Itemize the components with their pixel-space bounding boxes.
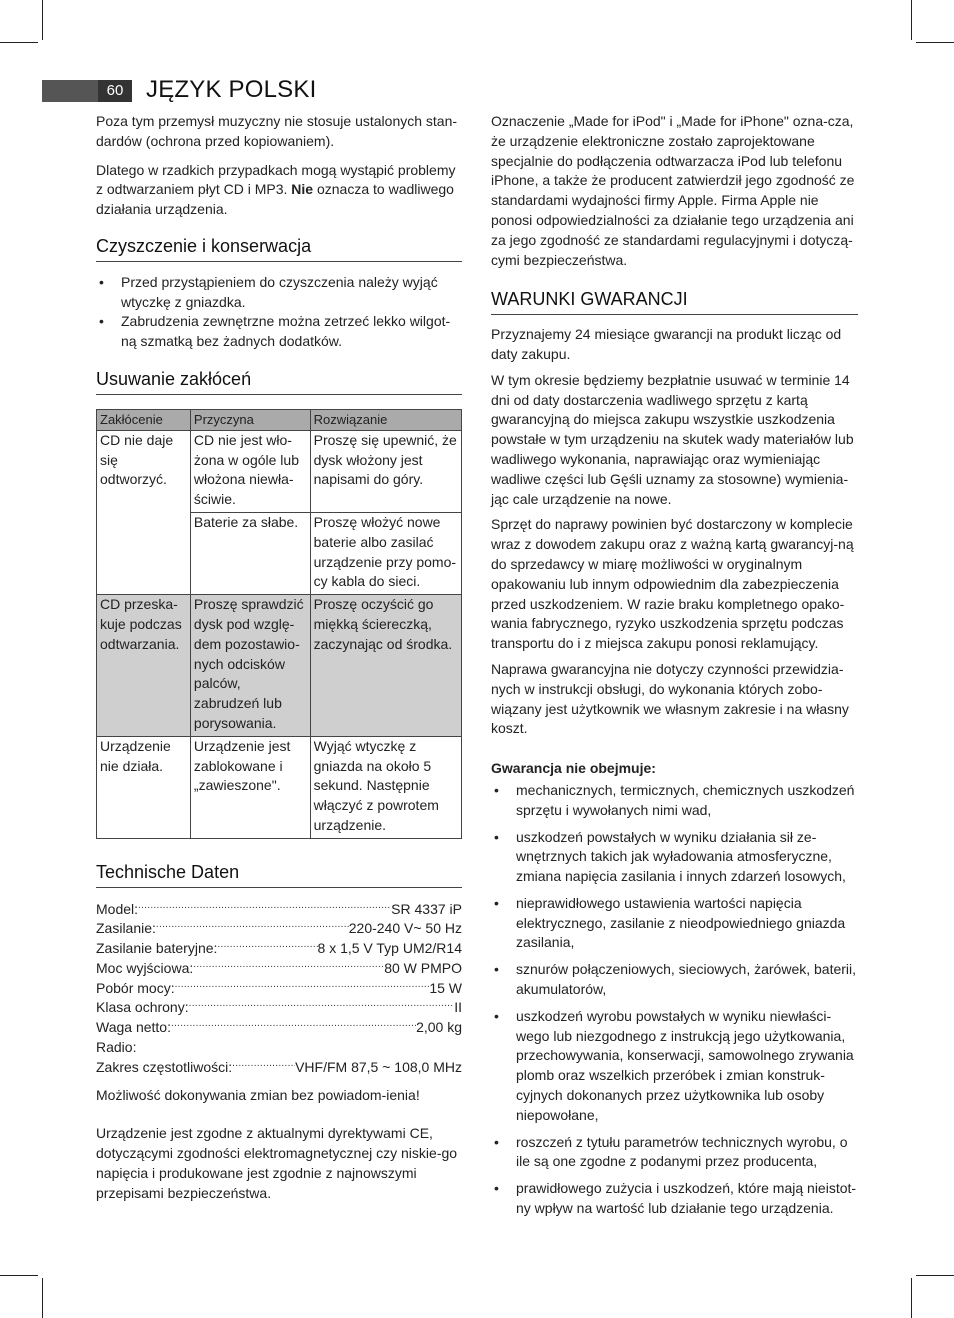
table-cell: Proszę włożyć nowe baterie albo zasilać urządzenie przy pomo-cy kabla do sieci. <box>310 512 461 594</box>
list-item: • sznurów połączeniowych, sieciowych, żarówek, baterii, akumulatorów, <box>491 960 858 1000</box>
table-cell: Urządzenie nie działa. <box>97 736 191 838</box>
crop-mark <box>0 42 38 43</box>
list-item: • prawidłowego zużycia i uszkodzeń, które mają nieistot-ny wpływ na wartość lub działanie tego urządzenia. <box>491 1179 858 1219</box>
intro-paragraph: Poza tym przemysł muzyczny nie stosuje ustalonych stan-dardów (ochrona przed kopiowaniem). <box>96 113 458 149</box>
troubleshooting-table <box>96 409 462 839</box>
spec-row: Klasa ochrony: ..... II <box>96 998 462 1018</box>
spec-row-radio: Radio: <box>96 1039 137 1056</box>
left-column <box>96 112 462 1213</box>
table-cell: Baterie za słabe. <box>190 512 310 594</box>
section-heading-warranty: WARUNKI GWARANCJI <box>491 290 858 315</box>
warranty-paragraph: Przyznajemy 24 miesiące gwarancji na produkt licząc od daty zakupu. <box>491 326 842 362</box>
warranty-paragraph: W tym okresie będziemy bezpłatnie usuwać w terminie 14 dni od daty dostarczenia wadliwego sprzętu z kartą gwarancyjną do miejsca zakupu wszystkie uszkodzenia powstałe w tym urządzeniu na skutek wady materiałów lub wadliwego wykonania, naprawiając oraz wymieniając wadliwe części lub Gęśli uznamy za stosowne) wymienia-jąc cale urządzenie na nowe. <box>491 371 854 507</box>
table-row <box>97 736 462 838</box>
table-cell: CD nie daje się odtworzyć. <box>97 430 191 594</box>
crop-mark <box>911 1278 912 1318</box>
spec-row: Zasilanie bateryjne: ..... 8 x 1,5 V Typ UM2/R14 <box>96 939 462 959</box>
exclusions-title: Gwarancja nie obejmuje: <box>491 760 656 777</box>
warranty-paragraph: Naprawa gwarancyjna nie dotyczy czynności przewidzia-nych w instrukcji obsługi, do wykonania których zobo-wiązany jest użytkownik we własnym zakresie i na własny koszt. <box>491 660 849 737</box>
ipod-notice: Oznaczenie „Made for iPod" i „Made for iPhone" ozna-cza, że urządzenie elektroniczne zostało zaprojektowane specjalnie do podłączenia odtwarzacza iPod lub telefonu iPhone, a także że producent zatwierdził jego zgodność ze standardami wydajności firmy Apple. Firma Apple nie ponosi odpowiedzialności za działanie tego urządzenia ani za jego zgodność ze standardami regulacyjnymi i dotyczą-cymi bezpieczeństwa. <box>491 113 855 268</box>
list-item: • mechanicznych, termicznych, chemicznych uszkodzeń sprzętu i wywołanych nimi wad, <box>491 781 858 821</box>
list-item: • nieprawidłowego ustawienia wartości napięcia elektrycznego, zasilanie z nieodpowiedniego gniazda zasilania, <box>491 894 858 953</box>
crop-mark <box>0 1275 38 1276</box>
table-row <box>97 430 462 512</box>
spec-list <box>96 900 462 1078</box>
section-heading-cleaning: Czyszczenie i konserwacja <box>96 237 462 262</box>
page-title: JĘZYK POLSKI <box>146 76 317 103</box>
section-heading-tech-data: Technische Daten <box>96 863 462 888</box>
spec-row: Pobór mocy: ..... 15 W <box>96 979 462 999</box>
crop-mark <box>916 42 954 43</box>
page-number: 60 <box>98 80 132 102</box>
table-cell: CD przeska-kuje podczas odtwarzania. <box>97 595 191 737</box>
spec-row: Model: ..... SR 4337 iP <box>96 900 462 920</box>
list-item: • uszkodzeń powstałych w wyniku działania sił ze-wnętrznych takich jak wyładowania atmosferyczne, zmiana napięcia zasilania i innych zdarzeń losowych, <box>491 828 858 887</box>
crop-mark <box>42 0 43 40</box>
header-bar <box>42 80 98 102</box>
exclusions-list <box>491 781 858 1219</box>
table-cell: Proszę się upewnić, że dysk włożony jest napisami do góry. <box>310 430 461 512</box>
section-heading-troubleshooting: Usuwanie zakłóceń <box>96 370 462 395</box>
table-cell: Wyjąć wtyczkę z gniazda na około 5 sekund. Następnie włączyć z powrotem urządzenie. <box>310 736 461 838</box>
crop-mark <box>916 1275 954 1276</box>
list-item: • Zabrudzenia zewnętrzne można zetrzeć lekko wilgot-ną szmatką bez żadnych dodatków. <box>96 312 462 352</box>
list-item: • uszkodzeń wyrobu powstałych w wyniku niewłaści-wego lub niezgodnego z instrukcją jego użytkowania, przechowywania, konserwacji, samowolnego zrywania plomb oraz wszelkich przeróbek i zmian konstruk-cyjnych dokonanych przez użytkownika lub osoby niepowołane, <box>491 1007 858 1126</box>
ce-notice: Urządzenie jest zgodne z aktualnymi dyrektywami CE, dotyczącymi zgodności elektromagnetycznej czy niskie-go napięcia i produkowane jest zgodnie z najnowszymi przepisami bezpieczeństwa. <box>96 1125 458 1201</box>
table-cell: CD nie jest wło-żona w ogóle lub włożona niewła-ściwie. <box>190 430 310 512</box>
spec-row: Moc wyjściowa: ..... 80 W PMPO <box>96 959 462 979</box>
list-item: • roszczeń z tytułu parametrów technicznych wyrobu, o ile są one zgodne z podanymi przez producenta, <box>491 1133 858 1173</box>
crop-mark <box>911 0 912 40</box>
spec-row: Zasilanie: ..... 220-240 V~ 50 Hz <box>96 919 462 939</box>
table-cell: Proszę sprawdzić dysk pod wzglę-dem pozostawio-nych odcisków palców, zabrudzeń lub porysowania. <box>190 595 310 737</box>
right-column <box>491 112 858 1219</box>
table-cell: Urządzenie jest zablokowane i „zawieszone". <box>190 736 310 838</box>
table-header: Rozwiązanie <box>310 409 461 430</box>
crop-mark <box>42 1278 43 1318</box>
list-item: • Przed przystąpieniem do czyszczenia należy wyjąć wtyczkę z gniazdka. <box>96 273 462 313</box>
change-notice: Możliwość dokonywania zmian bez powiadom-ienia! <box>96 1086 420 1103</box>
table-header: Przyczyna <box>190 409 310 430</box>
table-row <box>97 595 462 737</box>
table-cell: Proszę oczyścić go miękką ściereczką, zaczynając od środka. <box>310 595 461 737</box>
intro-paragraph: Dlatego w rzadkich przypadkach mogą wystąpić problemy z odtwarzaniem płyt CD i MP3. Nie oznacza to wadliwego działania urządzenia. <box>96 161 456 218</box>
spec-row: Waga netto: ..... 2,00 kg <box>96 1018 462 1038</box>
spec-row: Zakres częstotliwości: ..... VHF/FM 87,5 ~ 108,0 MHz <box>96 1058 462 1078</box>
cleaning-list <box>96 273 462 352</box>
warranty-paragraph: Sprzęt do naprawy powinien być dostarczony w komplecie wraz z dowodem zakupu oraz z ważną kartą gwarancyj-ną do sprzedawcy w miarę możliwości w oryginalnym opakowaniu lub innym odpowiednim dla zabezpieczenia przed uszkodzeniem. W razie braku kompletnego opako-wania fabrycznego, ryzyko uszkodzenia sprzętu podczas transportu do i z miejsca zakupu ponosi reklamujący. <box>491 516 854 652</box>
table-header: Zakłócenie <box>97 409 191 430</box>
